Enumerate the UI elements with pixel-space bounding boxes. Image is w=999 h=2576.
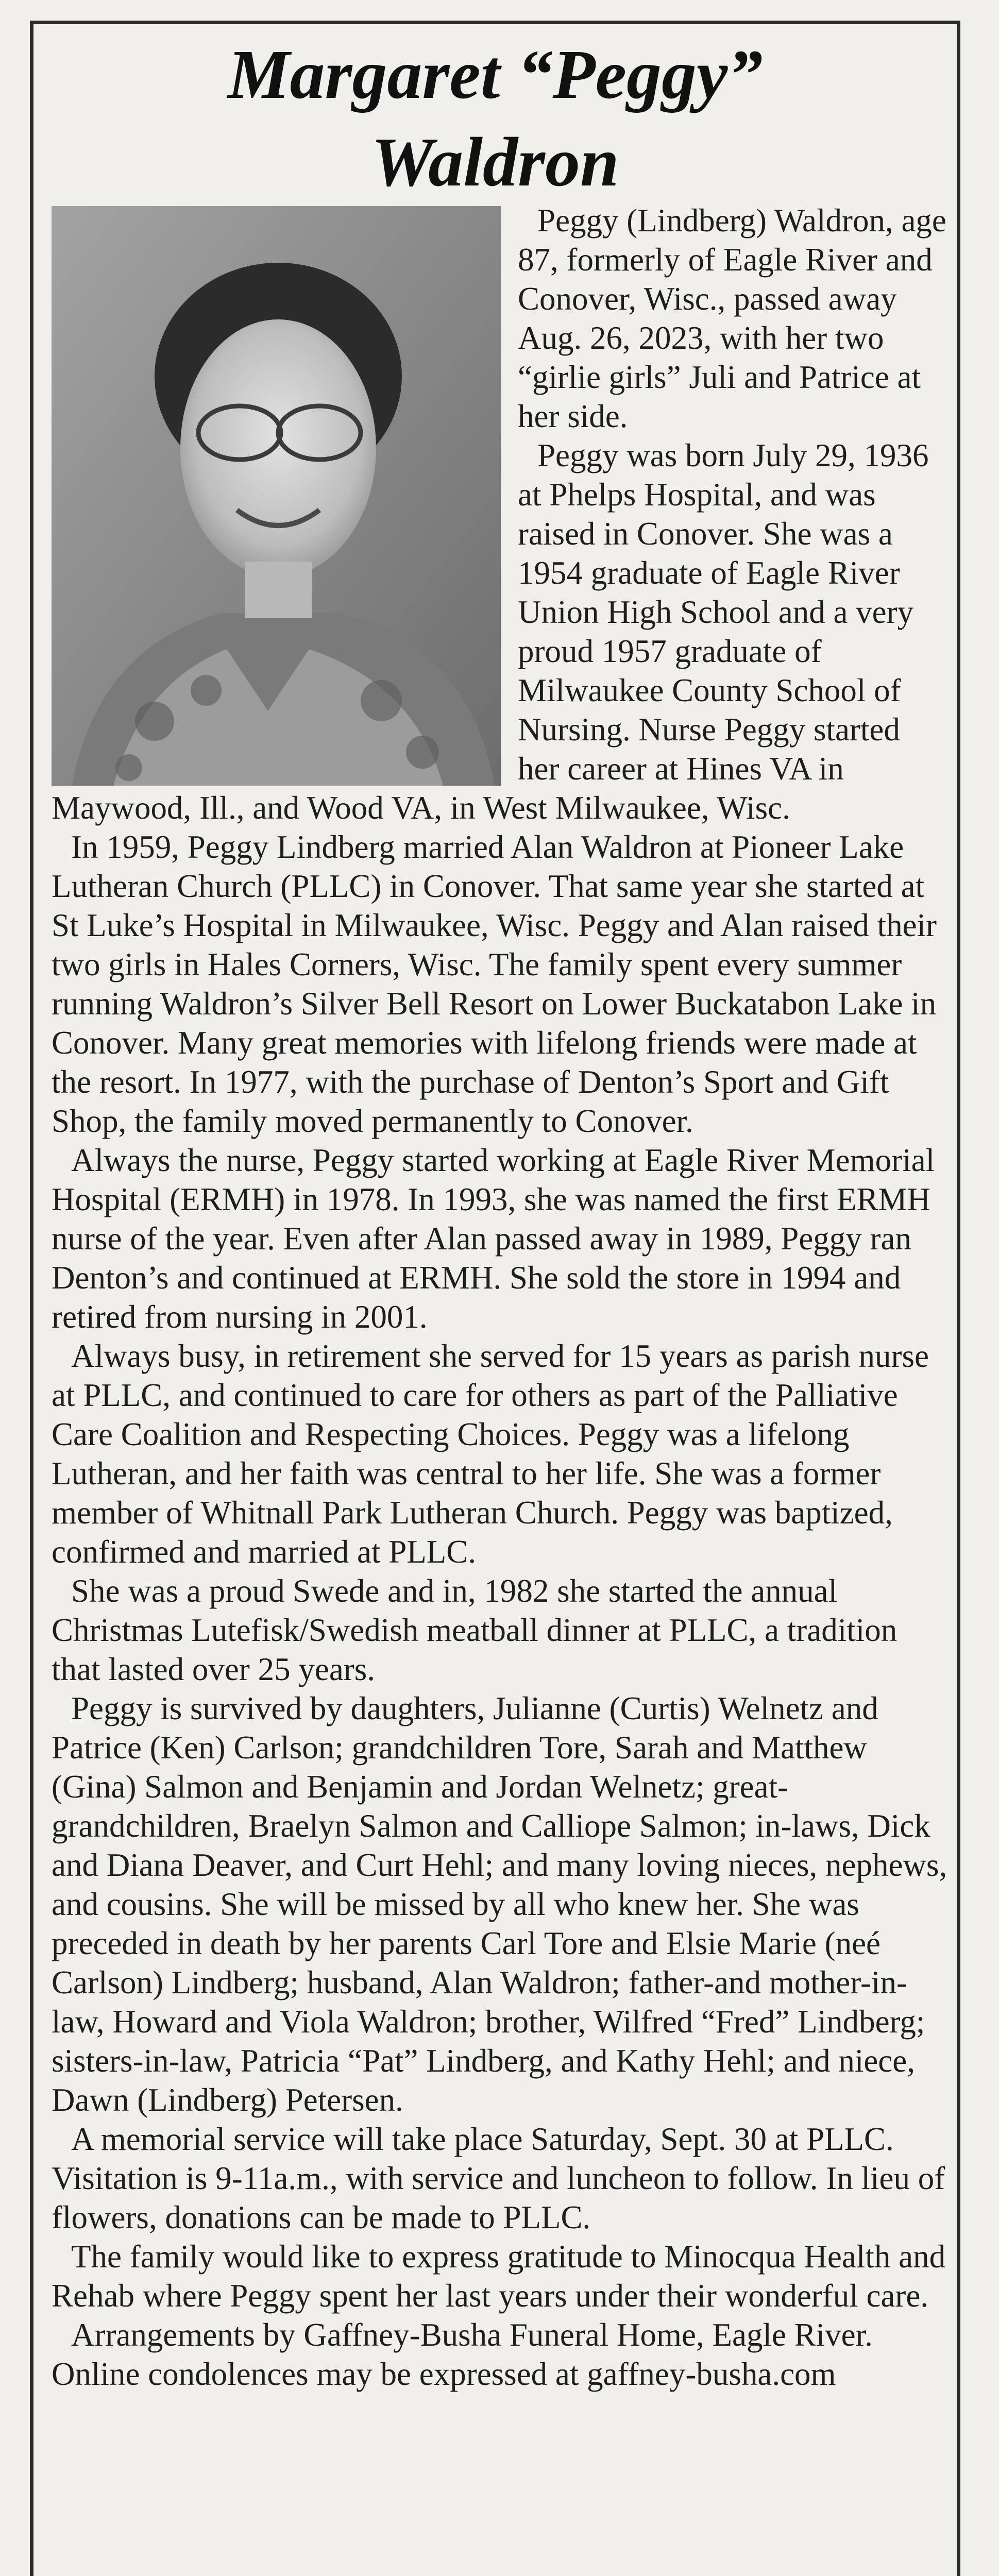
paragraph-early-life: Peggy was born July 29, 1936 at Phelps Hospital, and was raised in Conover. She was a 1954 graduate of Eagle River Union High School and a very proud 1957 graduate of Milwaukee County School of Nursing. Nurse Peggy started her career at Hines VA in Maywood, Ill., and Wood VA, in West Milwaukee, Wisc. (52, 437, 929, 826)
paragraph-nursing-career: Always the nurse, Peggy started working at Eagle River Memorial Hospital (ERMH) in 1978. In 1993, she was named the first ERMH nurse of the year. Even after Alan passed away in 1989, Peggy ran Denton’s and continued at ERMH. She sold the store in 1994 and retired from nursing in 2001. (52, 1142, 935, 1335)
obituary-title (33, 31, 957, 206)
title-line-1: Margaret “Peggy” (227, 36, 763, 113)
paragraph-retirement: Always busy, in retirement she served for 15 years as parish nurse at PLLC, and continued to care for others as part of the Palliative Care Coalition and Respecting Choices. Peggy was a lifelong Lutheran, and her faith was central to her life. She was a former member of Whitnall Park Lutheran Church. Peggy was baptized, confirmed and married at PLLC. (52, 1338, 929, 1570)
photo-spacer (52, 201, 518, 788)
obituary-body (52, 201, 948, 2394)
paragraph-survivors: Peggy is survived by daughters, Julianne (Curtis) Welnetz and Patrice (Ken) Carlson; grandchildren Tore, Sarah and Matthew (Gina) Salmon and Benjamin and Jordan Welnetz; great-grandchildren, Braelyn Salmon and Calliope Salmon; in-laws, Dick and Diana Deaver, and Curt Hehl; and many loving nieces, nephews, and cousins. She will be missed by all who knew her. She was preceded in death by her parents Carl Tore and Elsie Marie (neé Carlson) Lindberg; husband, Alan Waldron; father-and mother-in-law, Howard and Viola Waldron; brother, Wilfred “Fred” Lindberg; sisters-in-law, Patricia “Pat” Lindberg, and Kathy Hehl; and niece, Dawn (Lindberg) Petersen. (52, 1690, 947, 2118)
paragraph-death-notice: Peggy (Lindberg) Waldron, age 87, formerly of Eagle River and Conover, Wisc., passed away Aug. 26, 2023, with her two “girlie girls” Juli and Patrice at her side. (518, 202, 946, 434)
paragraph-memorial-service: A memorial service will take place Saturday, Sept. 30 at PLLC. Visitation is 9-11a.m., with service and luncheon to follow. In lieu of flowers, donations can be made to PLLC. (52, 2121, 945, 2235)
paragraph-tradition: She was a proud Swede and in, 1982 she started the annual Christmas Lutefisk/Swedish meatball dinner at PLLC, a tradition that lasted over 25 years. (52, 1573, 898, 1687)
paragraph-gratitude: The family would like to express gratitude to Minocqua Health and Rehab where Peggy spent her last years under their wonderful care. (52, 2239, 946, 2314)
title-line-2: Waldron (371, 124, 619, 201)
paragraph-marriage-family: In 1959, Peggy Lindberg married Alan Waldron at Pioneer Lake Lutheran Church (PLLC) in Conover. That same year she started at St Luke’s Hospital in Milwaukee, Wisc. Peggy and Alan raised their two girls in Hales Corners, Wisc. The family spent every summer running Waldron’s Silver Bell Resort on Lower Buckatabon Lake in Conover. Many great memories with lifelong friends were made at the resort. In 1977, with the purchase of Denton’s Sport and Gift Shop, the family moved permanently to Conover. (52, 829, 937, 1139)
paragraph-arrangements: Arrangements by Gaffney-Busha Funeral Home, Eagle River. Online condolences may be expressed at gaffney-busha.com (52, 2317, 873, 2392)
